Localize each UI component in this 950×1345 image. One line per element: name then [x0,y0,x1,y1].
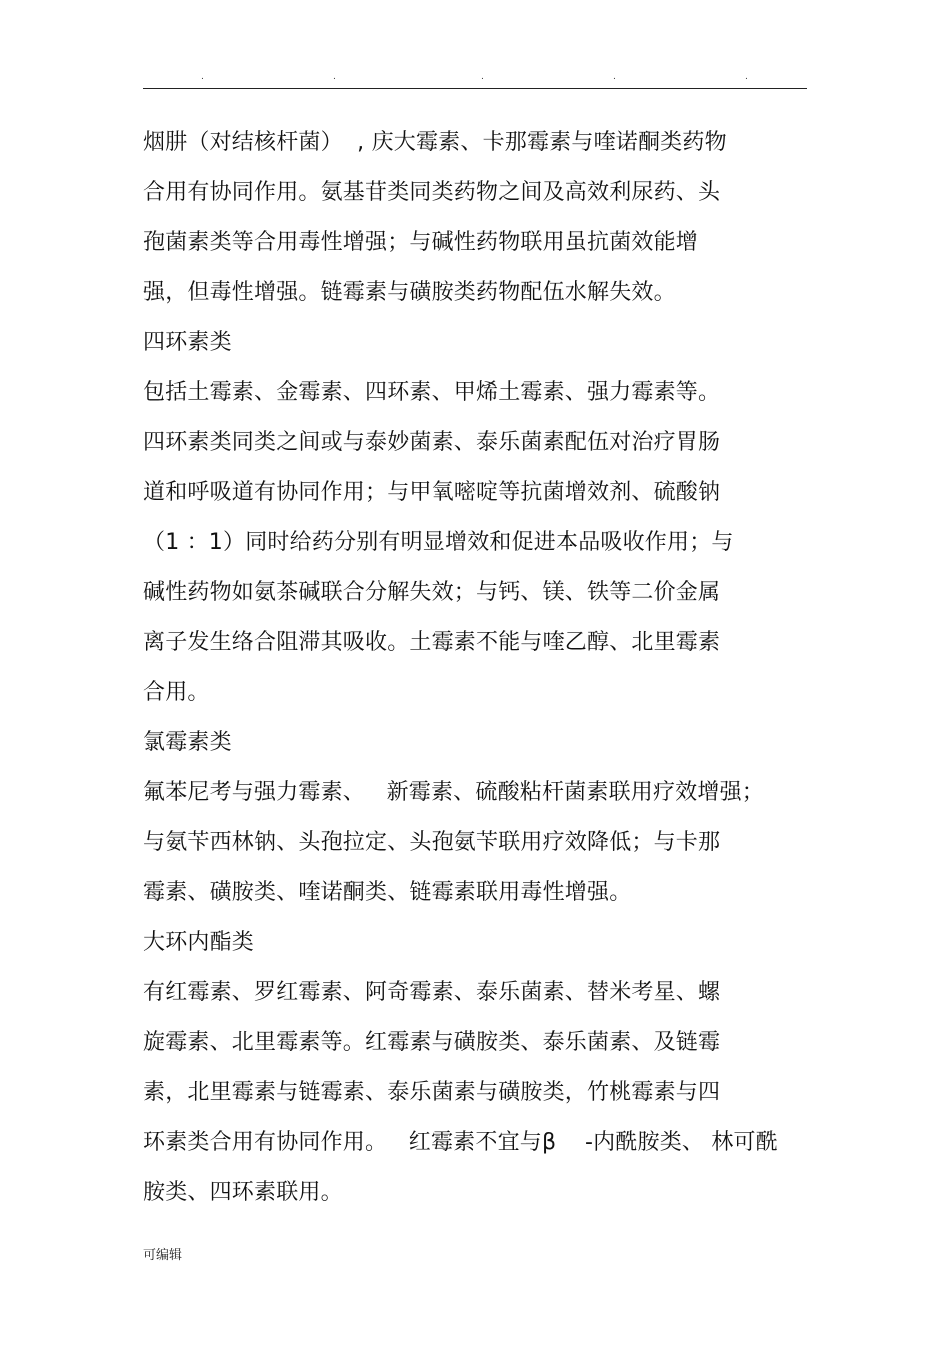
body-line: 旋霉素、北里霉素等。红霉素与磺胺类、泰乐菌素、及链霉 [143,1030,721,1055]
page-header-dots [0,72,950,84]
body-line: 霉素、磺胺类、喹诺酮类、链霉素联用毒性增强。 [143,880,632,905]
body-line: 素，北里霉素与链霉素、泰乐菌素与磺胺类，竹桃霉素与四 [143,1080,721,1105]
body-line: 烟肼（对结核杆菌） , 庆大霉素、卡那霉素与喹诺酮类药物 [143,130,727,155]
body-line: 氟苯尼考与强力霉素、 新霉素、硫酸粘杆菌素联用疗效增强； [143,780,764,805]
body-line: 环素类合用有协同作用。 红霉素不宜与β -内酰胺类、 林可酰 [143,1130,778,1155]
header-divider [143,88,807,89]
body-line: （1 ：1）同时给药分别有明显增效和促进本品吸收作用；与 [143,530,734,555]
body-line: 胺类、四环素联用。 [143,1180,343,1205]
header-dot: . [201,72,204,82]
body-line: 包括土霉素、金霉素、四环素、甲烯土霉素、强力霉素等。 [143,380,721,405]
header-dot: . [613,72,616,82]
header-dot: . [745,72,748,82]
body-line: 有红霉素、罗红霉素、阿奇霉素、泰乐菌素、替米考星、螺 [143,980,721,1005]
header-dot: . [481,72,484,82]
body-line: 强，但毒性增强。链霉素与磺胺类药物配伍水解失效。 [143,280,676,305]
body-line: 离子发生络合阻滞其吸收。土霉素不能与喹乙醇、北里霉素 [143,630,721,655]
body-line: 合用。 [143,680,210,705]
footer-editable-note: 可编辑 [143,1248,183,1263]
body-line: 四环素类同类之间或与泰妙菌素、泰乐菌素配伍对治疗胃肠 [143,430,721,455]
section-heading-tetracyclines: 四环素类 [143,330,232,355]
body-line: 合用有协同作用。氨基苷类同类药物之间及高效利尿药、头 [143,180,721,205]
body-line: 与氨苄西林钠、头孢拉定、头孢氨苄联用疗效降低；与卡那 [143,830,721,855]
section-heading-chloramphenicols: 氯霉素类 [143,730,232,755]
header-dot: . [333,72,336,82]
body-line: 孢菌素类等合用毒性增强；与碱性药物联用虽抗菌效能增 [143,230,699,255]
document-body [143,118,807,1218]
body-line: 道和呼吸道有协同作用；与甲氧嘧啶等抗菌增效剂、硫酸钠 [143,480,721,505]
section-heading-macrolides: 大环内酯类 [143,930,255,955]
body-line: 碱性药物如氨茶碱联合分解失效；与钙、镁、铁等二价金属 [143,580,721,605]
